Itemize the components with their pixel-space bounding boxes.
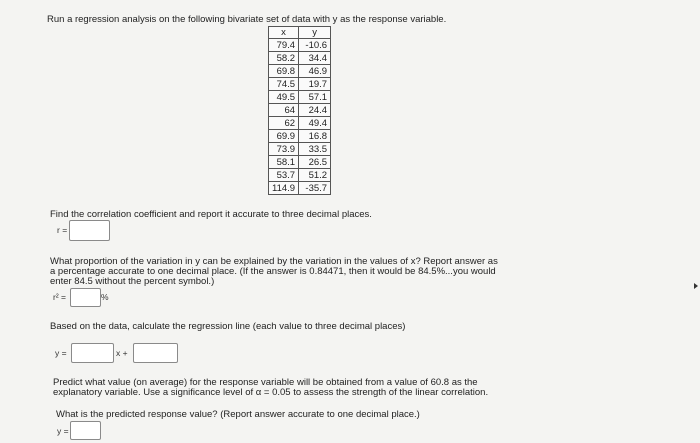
x-cell: 64 [269, 104, 299, 117]
table-row [269, 182, 331, 195]
percent-sign: % [101, 292, 109, 302]
x-cell: 58.1 [269, 156, 299, 169]
table-row [269, 169, 331, 182]
x-cell: 69.9 [269, 130, 299, 143]
y-header: y [299, 27, 331, 39]
y-cell: 34.4 [299, 52, 331, 65]
q2-line2: a percentage accurate to one decimal place. (If the answer is 0.84471, then it would be 84.5%...you would [50, 266, 496, 277]
q4-prompt: What is the predicted response value? (Report answer accurate to one decimal place.) [56, 409, 420, 420]
x-cell: 62 [269, 117, 299, 130]
q2-line1: What proportion of the variation in y can be explained by the variation in the values of x? Report answer as [50, 256, 498, 267]
table-row [269, 156, 331, 169]
y-cell: 46.9 [299, 65, 331, 78]
y-cell: 51.2 [299, 169, 331, 182]
y-cell: 49.4 [299, 117, 331, 130]
q2-line3: enter 84.5 without the percent symbol.) [50, 276, 215, 287]
intercept-input[interactable] [133, 343, 178, 363]
y-cell: 19.7 [299, 78, 331, 91]
table-row [269, 65, 331, 78]
x-cell: 114.9 [269, 182, 299, 195]
y-cell: 26.5 [299, 156, 331, 169]
q3-prompt: Based on the data, calculate the regression line (each value to three decimal places) [50, 321, 406, 332]
table-row [269, 130, 331, 143]
r-input[interactable] [69, 220, 110, 241]
table-header-row [269, 27, 331, 39]
y-cell: 16.8 [299, 130, 331, 143]
r2-label: r² = [53, 292, 66, 302]
table-row [269, 117, 331, 130]
x-cell: 69.8 [269, 65, 299, 78]
slope-input[interactable] [71, 343, 114, 363]
regression-y-label: y = [55, 348, 67, 358]
data-table [268, 26, 331, 195]
table-row [269, 39, 331, 52]
x-header: x [269, 27, 299, 39]
x-cell: 73.9 [269, 143, 299, 156]
table-row [269, 104, 331, 117]
y-cell: 33.5 [299, 143, 331, 156]
intro-text: Run a regression analysis on the following bivariate set of data with y as the response variable. [47, 14, 447, 25]
q4-line2: explanatory variable. Use a significance level of α = 0.05 to assess the strength of the linear correlation. [53, 387, 489, 398]
table-row [269, 52, 331, 65]
table-row [269, 78, 331, 91]
table-row [269, 143, 331, 156]
predicted-y-label: y = [57, 426, 69, 436]
x-cell: 58.2 [269, 52, 299, 65]
y-cell: 57.1 [299, 91, 331, 104]
x-cell: 53.7 [269, 169, 299, 182]
table-row [269, 91, 331, 104]
right-edge-arrow-icon [694, 283, 698, 289]
y-cell: -35.7 [299, 182, 331, 195]
y-cell: 24.4 [299, 104, 331, 117]
r2-input[interactable] [70, 288, 101, 307]
y-cell: -10.6 [299, 39, 331, 52]
q4-line1: Predict what value (on average) for the response variable will be obtained from a value of 60.8 as the [53, 377, 478, 388]
predicted-y-input[interactable] [70, 421, 101, 440]
x-cell: 74.5 [269, 78, 299, 91]
x-cell: 49.5 [269, 91, 299, 104]
x-cell: 79.4 [269, 39, 299, 52]
regression-x-label: x + [116, 348, 128, 358]
q1-prompt: Find the correlation coefficient and report it accurate to three decimal places. [50, 209, 372, 220]
r-label: r = [57, 225, 68, 235]
